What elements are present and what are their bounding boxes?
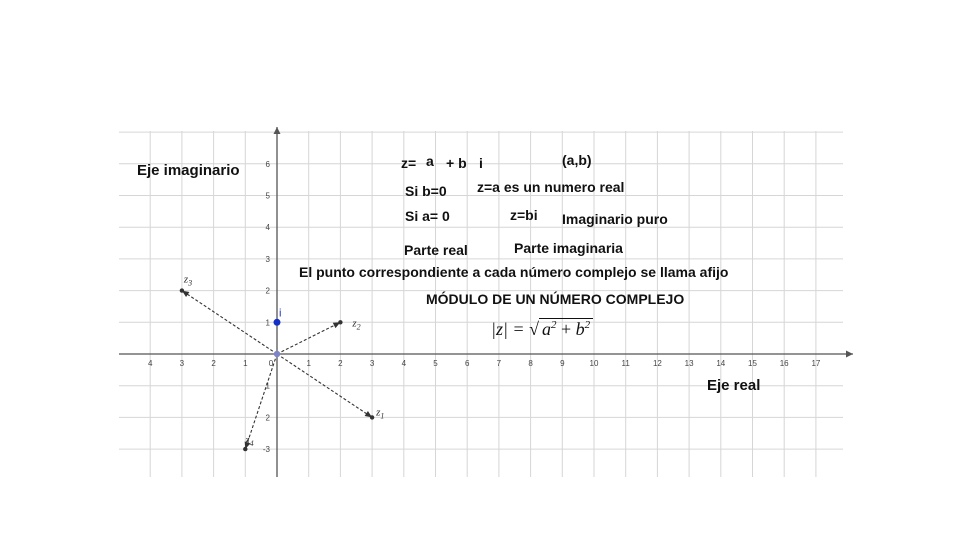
x-tick-label: 17	[811, 359, 821, 368]
vector-endpoint	[243, 447, 247, 451]
vector-label-z2: $z_2$	[352, 317, 361, 332]
x-tick-label: 16	[779, 359, 789, 368]
modulus-title: MÓDULO DE UN NÚMERO COMPLEJO	[426, 291, 685, 307]
x-tick-label: 10	[589, 359, 599, 368]
x-tick-label: 12	[652, 359, 662, 368]
vector-label-z4: $z_4$	[245, 434, 254, 449]
pure-imaginary-note: Imaginario puro	[562, 211, 668, 227]
modulus-formula	[491, 318, 593, 338]
imaginary-part-label: Parte imaginaria	[514, 240, 623, 256]
x-tick-label: 14	[716, 359, 726, 368]
x-tick-label: 13	[684, 359, 694, 368]
point-i-label: i	[279, 307, 282, 320]
formula-z-bi: z=bi	[510, 207, 538, 223]
vector-label-z1: $z_1$	[376, 406, 385, 421]
x-tick-label: 2	[338, 359, 343, 368]
x-tick-label: 9	[560, 359, 565, 368]
y-tick-label: 4	[265, 223, 270, 233]
real-number-note: z=a es un numero real	[477, 179, 625, 195]
x-tick-label: 1	[243, 359, 248, 368]
x-tick-label: 0	[268, 359, 274, 368]
formula-i: i	[479, 155, 483, 171]
formula-a: a	[426, 153, 434, 169]
x-tick-label: 7	[496, 359, 502, 368]
sqrt-radicand: $a^2 + b^2$	[539, 318, 593, 338]
ordered-pair: (a,b)	[562, 152, 592, 168]
y-tick-label: 1	[265, 318, 270, 328]
condition-b-zero: Si b=0	[405, 183, 447, 199]
vector-endpoint	[180, 288, 184, 292]
x-axis-title: Eje real	[707, 377, 761, 394]
vector-label-z3: $z_3$	[183, 273, 193, 288]
formula-z-eq: z=	[401, 155, 417, 171]
x-tick-label: 2	[211, 359, 216, 368]
x-tick-label: 15	[748, 359, 757, 368]
x-tick-label: 3	[369, 359, 375, 368]
imaginary-axis-arrow	[274, 127, 281, 134]
vector-endpoint	[338, 320, 342, 324]
x-tick-label: 1	[306, 359, 311, 368]
x-tick-label: 3	[179, 359, 185, 368]
x-tick-label: 4	[401, 359, 407, 368]
x-tick-label: 4	[147, 359, 153, 368]
vector-z4	[245, 354, 277, 449]
y-tick-label: 1	[265, 381, 270, 391]
x-tick-label: 8	[528, 359, 533, 368]
formula-plus-b: + b	[446, 155, 467, 171]
origin-point	[274, 351, 280, 357]
y-axis-title: Eje imaginario	[137, 162, 240, 179]
vector-endpoint	[370, 415, 374, 419]
y-tick-label: 6	[265, 159, 270, 169]
x-tick-label: 5	[433, 359, 438, 368]
y-tick-label: 3	[265, 254, 270, 264]
afijo-definition: El punto correspondiente a cada número complejo se llama afijo	[299, 264, 729, 280]
real-axis-arrow	[846, 351, 853, 358]
x-tick-label: 11	[621, 359, 630, 368]
real-part-label: Parte real	[404, 242, 468, 258]
y-tick-label: -3	[262, 445, 270, 455]
y-tick-label: 2	[265, 286, 270, 296]
point-i	[274, 319, 281, 326]
modulus-lhs: |z| =	[491, 319, 525, 339]
y-tick-label: 5	[265, 191, 270, 201]
condition-a-zero: Si a= 0	[405, 208, 450, 224]
y-tick-label: 2	[265, 413, 270, 423]
sqrt-sign: √	[529, 319, 539, 339]
x-tick-label: 6	[464, 359, 470, 368]
